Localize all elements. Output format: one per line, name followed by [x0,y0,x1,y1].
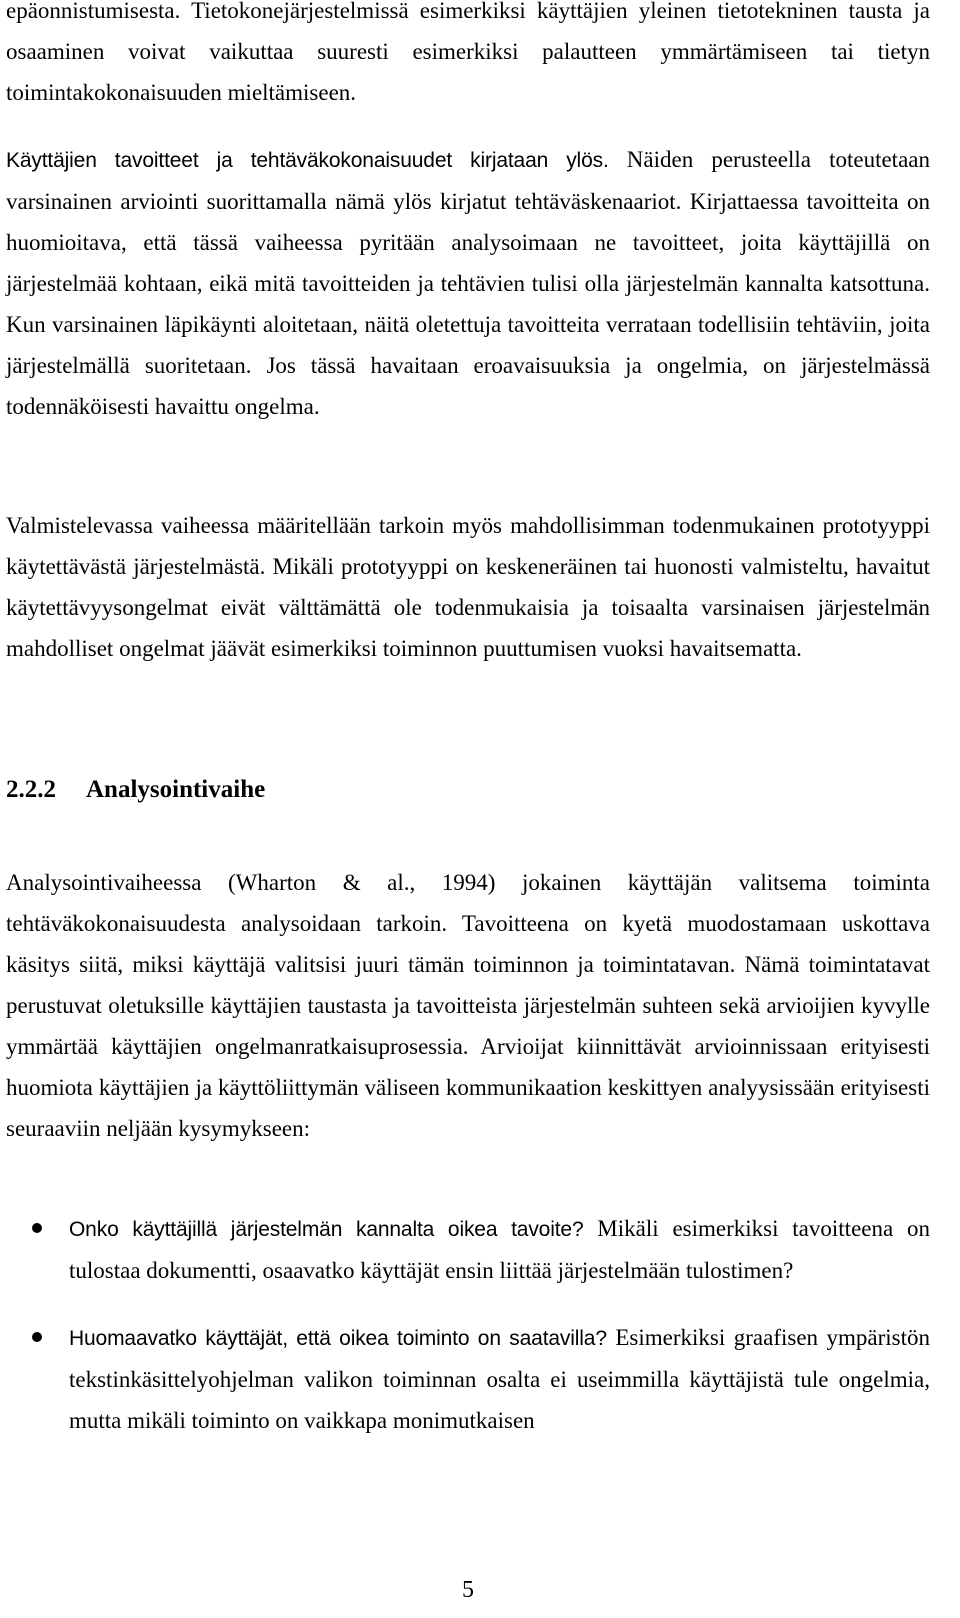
question-list [6,1208,930,1467]
bullet-icon [32,1332,42,1342]
section-title: Analysointivaihe [86,776,266,803]
list-item [6,1208,930,1291]
page-number: 5 [462,1577,474,1603]
question-text-sans: Huomaavatko käyttäjät, että oikea toiminto on saatavilla? [69,1327,607,1350]
question-text: Mikäli esimerkiksi tavoitteena on tulostaa dokumentti, osaavatko käyttäjät ensin liittää järjestelmään tulostimen? [69,1216,931,1283]
list-item [6,1317,930,1441]
paragraph-intro-continuation: epäonnistumisesta. Tietokonejärjestelmissä esimerkiksi käyttäjien yleinen tietotekninen tausta ja osaaminen voivat vaikuttaa suuresti esimerkiksi palautteen ymmärtämiseen tai tietyn toimintakokonaisuuden mieltämiseen. [6,0,930,105]
paragraph-goals [6,139,930,427]
document-page [6,0,930,1618]
goals-sentence-sans: Käyttäjien tavoitteet ja tehtäväkokonaisuudet kirjataan ylös. [6,149,609,172]
goals-text: Näiden perusteella toteutetaan varsinainen arviointi suorittamalla nämä ylös kirjatut tehtäväskenaariot. Kirjattaessa tavoitteita on huomioitava, että tässä vaiheessa pyritään analysoimaan ne tavoitteet, joita käyttäjillä on järjestelmää kohtaan, eikä mitä tavoitteiden ja tehtävien tulisi olla järjestelmän kannalta katsottuna. Kun varsinainen läpikäynti aloitetaan, näitä oletettuja tavoitteita verrataan todellisiin tehtäviin, joita järjestelmällä suoritetaan. Jos tässä havaitaan eroavaisuuksia ja ongelmia, on järjestelmässä todennäköisesti havaittu ongelma. [6,147,930,419]
question-text: Esimerkiksi graafisen ympäristön tekstinkäsittelyohjelman valikon toiminnan osalta ei useimmilla käyttäjistä tule ongelmia, mutta mikäli toiminto on vaikkapa monimutkaisen [69,1325,931,1433]
section-heading [6,772,265,808]
question-text-sans: Onko käyttäjillä järjestelmän kannalta oikea tavoite? [69,1218,584,1241]
paragraph-prototype: Valmistelevassa vaiheessa määritellään tarkoin myös mahdollisimman todenmukainen prototyyppi käytettävästä järjestelmästä. Mikäli prototyyppi on keskeneräinen tai huonosti valmisteltu, havaitut käytettävyysongelmat eivät välttämättä ole todenmukaisia ja toisaalta varsinaisen järjestelmän mahdolliset ongelmat jäävät esimerkiksi toiminnon puuttumisen vuoksi havaitsematta. [6,513,930,661]
section-number: 2.2.2 [6,776,56,803]
bullet-icon [32,1223,42,1233]
paragraph-analysis: Analysointivaiheessa (Wharton & al., 1994) jokainen käyttäjän valitsema toiminta tehtäväkokonaisuudesta analysoidaan tarkoin. Tavoitteena on kyetä muodostamaan uskottava käsitys siitä, miksi käyttäjä valitsisi juuri tämän toiminnon ja toimintatavan. Nämä toimintatavat perustuvat oletuksille käyttäjien taustasta ja tavoitteista järjestelmän suhteen sekä arvioijien kyvylle ymmärtää käyttäjien ongelmanratkaisuprosessia. Arvioijat kiinnittävät arvioinnissaan erityisesti huomiota käyttäjien ja käyttöliittymän väliseen kommunikaation keskittyen analyysissään erityisesti seuraaviin neljään kysymykseen: [6,870,930,1141]
